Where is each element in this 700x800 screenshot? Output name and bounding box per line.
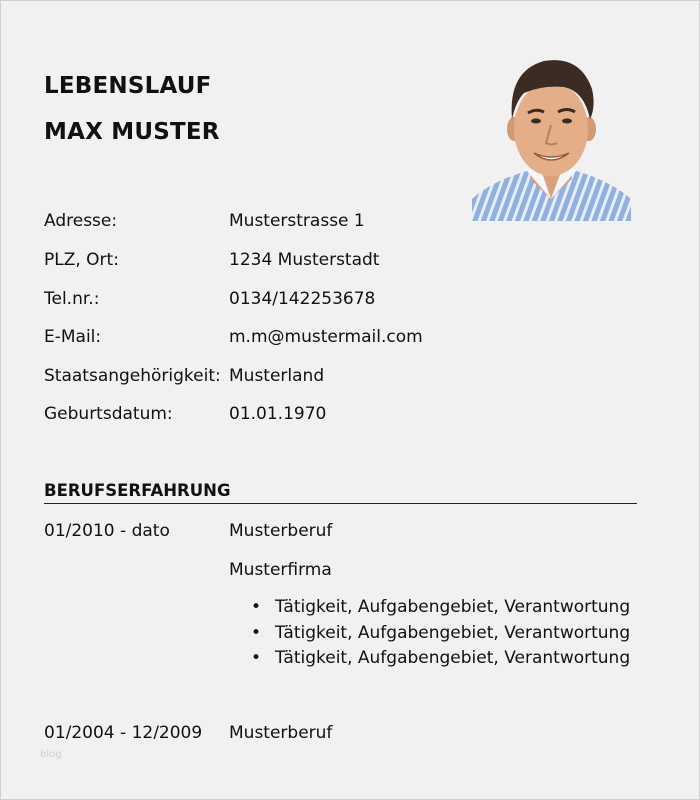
- zip-city-value: 1234 Musterstadt: [229, 250, 380, 270]
- entry-period: 01/2004 - 12/2009: [44, 723, 203, 739]
- bullet-icon: •: [251, 648, 262, 668]
- entry-job: Musterberuf: [229, 521, 333, 541]
- entry-period: 01/2010 - dato: [44, 521, 170, 541]
- birthdate-label: Geburtsdatum:: [44, 404, 173, 424]
- task-item: [251, 597, 630, 623]
- task-text: Tätigkeit, Aufgabengebiet, Verantwortung: [275, 622, 631, 643]
- nationality-label: Staatsangehörigkeit:: [44, 366, 221, 386]
- address-label: Adresse:: [44, 211, 118, 231]
- person-name: MAX MUSTER: [44, 119, 220, 145]
- portrait-image: [472, 49, 631, 221]
- zip-city-label: PLZ, Ort:: [44, 250, 119, 270]
- nationality-value: Musterland: [229, 366, 325, 386]
- experience-entry-2: [1, 719, 700, 739]
- phone-label: Tel.nr.:: [44, 289, 100, 309]
- task-item: [251, 648, 630, 674]
- email-label: E-Mail:: [44, 327, 102, 347]
- task-item: [251, 623, 630, 649]
- bullet-icon: •: [251, 622, 262, 643]
- task-list: [251, 597, 630, 674]
- entry-company: Musterfirma: [229, 560, 332, 580]
- phone-value: 0134/142253678: [229, 289, 376, 309]
- profile-photo: [472, 49, 631, 221]
- email-value: m.m@mustermail.com: [229, 327, 423, 347]
- birthdate-value: 01.01.1970: [229, 404, 327, 424]
- bullet-icon: •: [251, 597, 262, 617]
- task-text: Tätigkeit, Aufgabengebiet, Verantwortung: [275, 597, 631, 617]
- entry-job: Musterberuf: [229, 723, 333, 739]
- watermark: blog: [40, 749, 62, 760]
- document-title: LEBENSLAUF: [44, 73, 212, 99]
- address-value: Musterstrasse 1: [229, 211, 365, 231]
- section-heading-experience: BERUFSERFAHRUNG: [44, 481, 637, 504]
- task-text: Tätigkeit, Aufgabengebiet, Verantwortung: [275, 648, 631, 668]
